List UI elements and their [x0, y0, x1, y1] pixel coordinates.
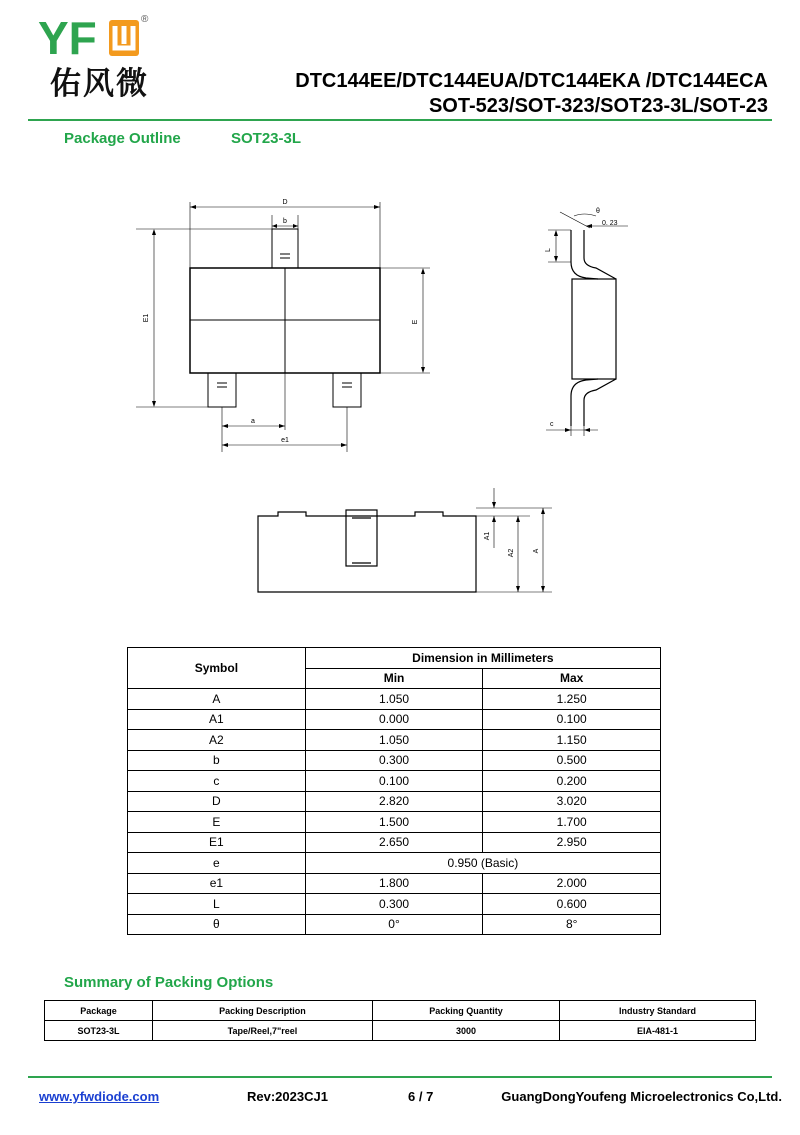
packing-cell-quantity: 3000 — [372, 1021, 559, 1041]
dim-label-d: D — [282, 199, 288, 206]
cell-min: 0.100 — [305, 771, 483, 792]
dim-label-023: 0. 23 — [602, 220, 618, 227]
package-outline-label: Package Outline — [64, 130, 181, 147]
table-row — [128, 914, 661, 935]
cell-symbol: e — [128, 853, 306, 874]
cell-max: 2.000 — [483, 873, 661, 894]
packing-header-row — [45, 1001, 756, 1021]
company-name: GuangDongYoufeng Microelectronics Co,Ltd. — [501, 1089, 782, 1104]
dim-label-a2: A2 — [508, 548, 515, 558]
logo-letters: YF — [38, 12, 97, 62]
cell-max: 1.150 — [483, 730, 661, 751]
cell-min: 1.800 — [305, 873, 483, 894]
part-numbers-title: DTC144EE/DTC144EUA/DTC144EKA /DTC144ECA — [295, 70, 768, 92]
header-divider — [28, 119, 772, 121]
cell-symbol: E — [128, 812, 306, 833]
cell-symbol: D — [128, 791, 306, 812]
max-header: Max — [483, 668, 661, 689]
dim-label-a: a — [251, 418, 255, 425]
cell-basic: 0.950 (Basic) — [305, 853, 660, 874]
dimension-group-header: Dimension in Millimeters — [305, 648, 660, 669]
dim-label-e1: E1 — [143, 313, 150, 323]
dim-table-header-row — [128, 648, 661, 669]
table-row — [128, 853, 661, 874]
footer-divider — [28, 1076, 772, 1078]
cell-min: 2.820 — [305, 791, 483, 812]
table-row — [128, 832, 661, 853]
packing-header-package: Package — [45, 1001, 153, 1021]
dim-label-a1: A1 — [484, 531, 491, 541]
package-outline-value: SOT23-3L — [231, 130, 302, 147]
cell-max: 0.600 — [483, 894, 661, 915]
cell-min: 0.300 — [305, 894, 483, 915]
dim-label-b: b — [283, 218, 287, 225]
cell-max: 1.700 — [483, 812, 661, 833]
symbol-header: Symbol — [128, 648, 306, 689]
cell-max: 0.100 — [483, 709, 661, 730]
registered-mark: ® — [141, 14, 149, 25]
packing-options-heading: Summary of Packing Options — [64, 974, 274, 991]
dim-label-e: E — [412, 319, 419, 325]
packing-cell-description: Tape/Reel,7"reel — [153, 1021, 373, 1041]
dim-label-theta: θ — [596, 208, 600, 215]
package-types-title: SOT-523/SOT-323/SOT23-3L/SOT-23 — [428, 95, 768, 117]
cell-symbol: L — [128, 894, 306, 915]
packing-table — [44, 1000, 756, 1041]
cell-max: 1.250 — [483, 689, 661, 710]
top-view-drawing — [130, 195, 430, 455]
cell-min: 0.300 — [305, 750, 483, 771]
cell-min: 1.050 — [305, 689, 483, 710]
table-row — [128, 730, 661, 751]
dim-label-e1-pitch: e1 — [281, 437, 289, 444]
cell-symbol: A1 — [128, 709, 306, 730]
company-logo — [38, 12, 150, 62]
packing-cell-package: SOT23-3L — [45, 1021, 153, 1041]
table-row — [128, 894, 661, 915]
cell-symbol: A2 — [128, 730, 306, 751]
cell-symbol: c — [128, 771, 306, 792]
cell-max: 0.200 — [483, 771, 661, 792]
packing-cell-standard: EIA-481-1 — [560, 1021, 756, 1041]
cell-min: 0° — [305, 914, 483, 935]
table-row — [128, 812, 661, 833]
cell-symbol: θ — [128, 914, 306, 935]
dim-label-a: A — [533, 548, 540, 554]
cell-symbol: b — [128, 750, 306, 771]
cell-max: 3.020 — [483, 791, 661, 812]
packing-header-description: Packing Description — [153, 1001, 373, 1021]
dimension-table — [127, 647, 661, 935]
table-row — [128, 750, 661, 771]
table-row — [128, 709, 661, 730]
page-number: 6 / 7 — [408, 1089, 434, 1104]
dim-label-c: c — [550, 421, 554, 428]
website-link[interactable]: www.yfwdiode.com — [39, 1089, 160, 1104]
logo-chinese-name: 佑风微 — [50, 66, 149, 102]
cell-symbol: e1 — [128, 873, 306, 894]
cell-min: 1.500 — [305, 812, 483, 833]
side-view-drawing — [540, 200, 650, 440]
front-view-drawing — [250, 485, 560, 600]
cell-max: 2.950 — [483, 832, 661, 853]
cell-max: 0.500 — [483, 750, 661, 771]
table-row — [128, 689, 661, 710]
cell-min: 2.650 — [305, 832, 483, 853]
table-row — [128, 791, 661, 812]
table-row — [128, 771, 661, 792]
table-row — [45, 1021, 756, 1041]
dim-label-l: L — [545, 248, 552, 252]
min-header: Min — [305, 668, 483, 689]
cell-symbol: E1 — [128, 832, 306, 853]
packing-header-standard: Industry Standard — [560, 1001, 756, 1021]
cell-min: 0.000 — [305, 709, 483, 730]
cell-symbol: A — [128, 689, 306, 710]
packing-header-quantity: Packing Quantity — [372, 1001, 559, 1021]
revision-label: Rev:2023CJ1 — [247, 1089, 328, 1104]
table-row — [128, 873, 661, 894]
cell-min: 1.050 — [305, 730, 483, 751]
cell-max: 8° — [483, 914, 661, 935]
